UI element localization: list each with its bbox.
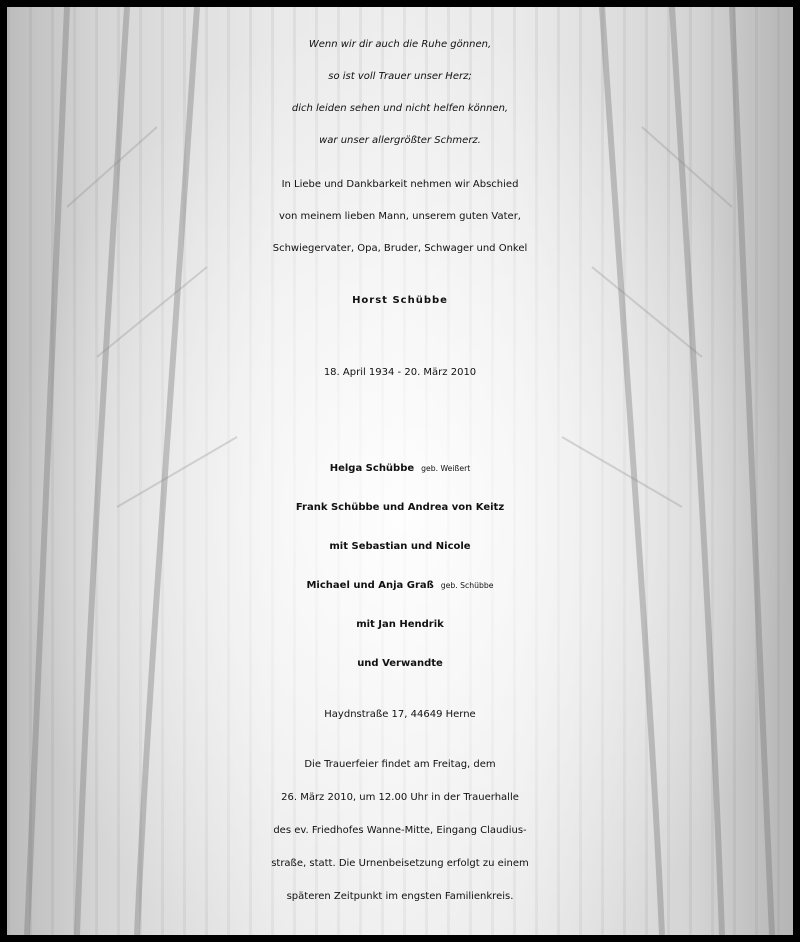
family-line-3: mit Sebastian und Nicole bbox=[329, 541, 471, 552]
family-name-helga: Helga Schübbe bbox=[329, 463, 415, 474]
life-dates: 18. April 1934 - 20. März 2010 bbox=[323, 367, 477, 378]
maiden-name-note: geb. Weißert bbox=[421, 464, 471, 473]
notice-content bbox=[7, 7, 793, 935]
maiden-name-note: geb. Schübbe bbox=[440, 581, 494, 590]
funeral-info-line-2: 26. März 2010, um 12.00 Uhr in der Trauerhalle bbox=[281, 792, 519, 803]
funeral-info-line-4: straße, statt. Die Urnenbeisetzung erfolgt zu einem bbox=[271, 858, 529, 869]
funeral-info-line-5: späteren Zeitpunkt im engsten Familienkreis. bbox=[286, 891, 514, 902]
family-line-6: und Verwandte bbox=[357, 658, 443, 669]
intro-line-1: In Liebe und Dankbarkeit nehmen wir Abschied bbox=[281, 179, 519, 190]
poem-line-3: dich leiden sehen und nicht helfen können, bbox=[291, 103, 509, 114]
address: Haydnstraße 17, 44649 Herne bbox=[324, 709, 476, 720]
poem-line-1: Wenn wir dir auch die Ruhe gönnen, bbox=[308, 39, 492, 50]
intro-line-3: Schwiegervater, Opa, Bruder, Schwager und Onkel bbox=[272, 243, 528, 254]
deceased-name: Horst Schübbe bbox=[352, 295, 448, 306]
family-line-2: Frank Schübbe und Andrea von Keitz bbox=[295, 502, 505, 513]
family-line-4 bbox=[7, 580, 793, 591]
funeral-info-line-3: des ev. Friedhofes Wanne-Mitte, Eingang Claudius- bbox=[273, 825, 527, 836]
family-name-grass: Michael und Anja Graß bbox=[306, 580, 434, 591]
family-line-5: mit Jan Hendrik bbox=[356, 619, 444, 630]
poem-line-4: war unser allergrößter Schmerz. bbox=[319, 135, 481, 146]
poem-line-2: so ist voll Trauer unser Herz; bbox=[328, 71, 472, 82]
family-line-1 bbox=[7, 463, 793, 474]
funeral-info-line-1: Die Trauerfeier findet am Freitag, dem bbox=[304, 759, 496, 770]
intro-line-2: von meinem lieben Mann, unserem guten Vater, bbox=[279, 211, 521, 222]
